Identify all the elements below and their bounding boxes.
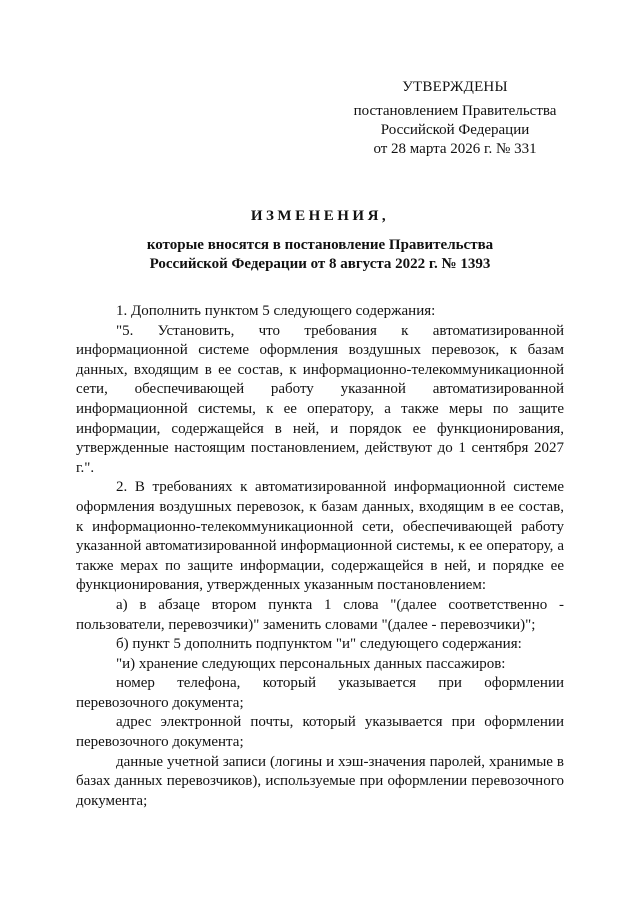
document-subtitle [60, 236, 580, 274]
paragraph-7: номер телефона, который указывается при оформлении перевозочного документа; [76, 675, 564, 711]
paragraph-1: 1. Дополнить пунктом 5 следующего содержания: [116, 303, 436, 319]
approval-title: УТВЕРЖДЕНЫ [402, 79, 508, 95]
document-subtitle-line-1: которые вносятся в постановление Правительства [146, 237, 494, 253]
document-subtitle-line-2: Российской Федерации от 8 августа 2022 г. № 1393 [149, 256, 491, 272]
paragraph-5: б) пункт 5 дополнить подпунктом "и" следующего содержания: [116, 636, 522, 653]
paragraph-9: данные учетной записи (логины и хэш-значения паролей, хранимые в базах данных перевозчиков), используемые при оформлении перевозочного документа; [76, 753, 564, 809]
paragraph-4: а) в абзаце втором пункта 1 слова "(далее соответственно - пользователи, перевозчики)" заменить словами "(далее - перевозчики)"; [76, 596, 564, 633]
approval-stamp [330, 78, 580, 159]
paragraph-8: адрес электронной почты, который указывается при оформлении перевозочного документа; [76, 714, 564, 751]
approval-line-2: Российской Федерации [380, 122, 530, 138]
paragraph-6: "и) хранение следующих персональных данных пассажиров: [116, 655, 506, 672]
approval-line-3: от 28 марта 2026 г. № 331 [373, 141, 537, 157]
approval-line-1: постановлением Правительства [353, 103, 557, 119]
document-body [76, 302, 564, 811]
document-title: ИЗМЕНЕНИЯ, [250, 208, 390, 224]
paragraph-3: 2. В требованиях к автоматизированной информационной системе оформления воздушных перевозок, к базам данных, входящим в ее состав, к информационно-телекоммуникационной сети, обеспечивающей работу указанной автоматизированной информационной системы, к ее оператору, а также мерах по защите информации, содержащейся в ней, и порядке ее функционирования, утвержденных указанным постановлением: [76, 479, 564, 594]
paragraph-2: "5. Установить, что требования к автоматизированной информационной системе оформления воздушных перевозок, к базам данных, входящим в ее состав, к информационно-телекоммуникационной сети, обеспечивающей работу указанной автоматизированной информационной системы, к ее оператору, а также меры по защите информации, содержащейся в ней, и порядок ее функционирования, утвержденные настоящим постановлением, действуют до 1 сентября 2027 г.". [76, 322, 564, 476]
